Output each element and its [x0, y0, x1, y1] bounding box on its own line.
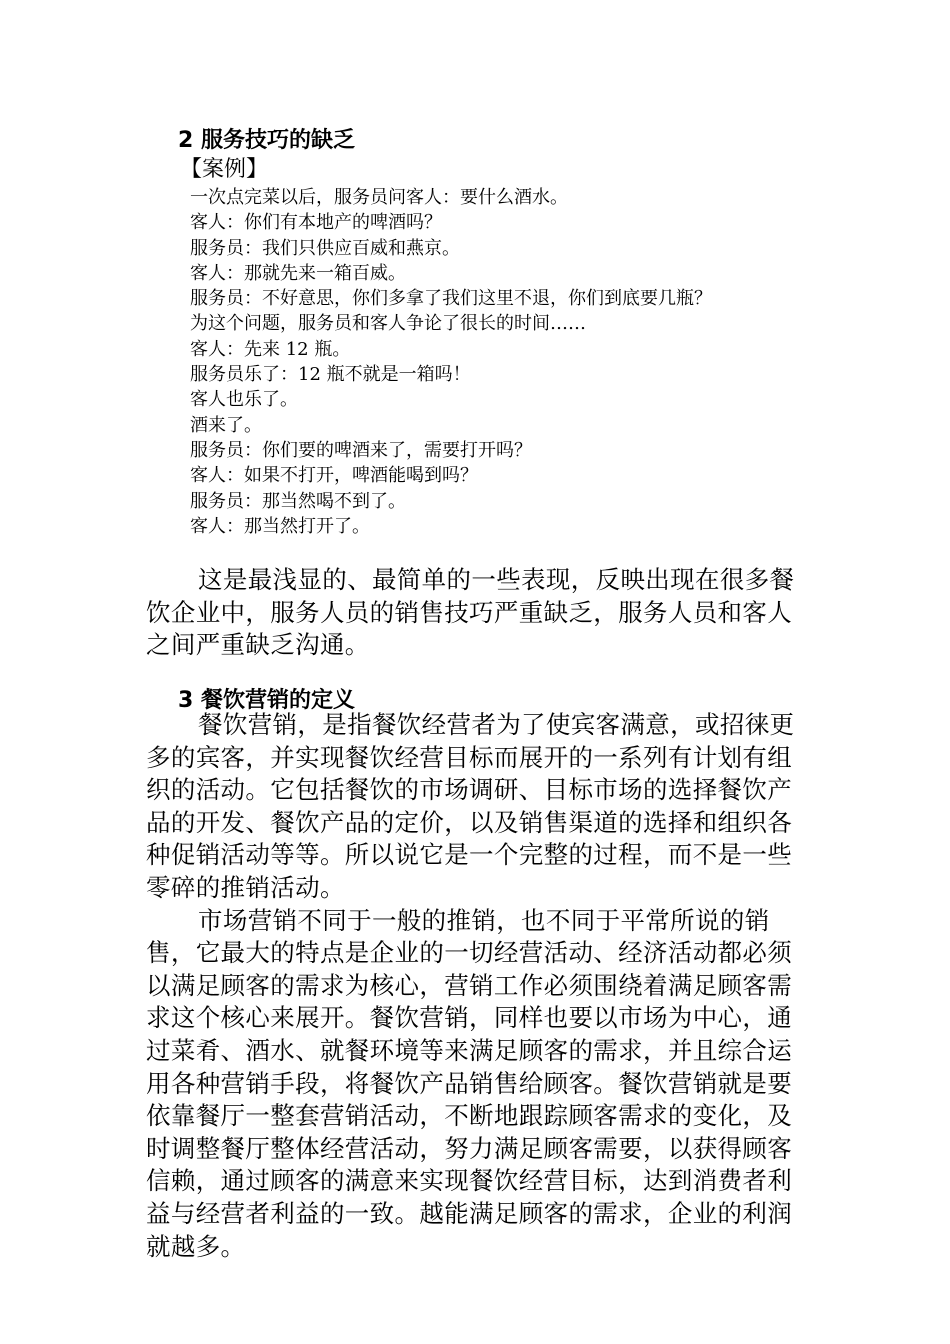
dialogue-line: 服务员：你们要的啤酒来了，需要打开吗？ [190, 439, 532, 461]
definition-body [146, 709, 810, 1263]
case-summary [146, 564, 810, 662]
section-heading-service-skills: 2 服务技巧的缺乏 [178, 128, 355, 153]
case-label: 【案例】 [180, 157, 269, 182]
section-heading-marketing-definition: 3 餐饮营销的定义 [178, 688, 355, 713]
body-paragraph: 市场营销不同于一般的推销，也不同于平常所说的销售，它最大的特点是企业的一切经营活动、经济活动都必须以满足顾客的需求为核心，营销工作必须围绕着满足顾客需求这个核心来展开。餐饮营销，同样也要以市场为中心，通过菜肴、酒水、就餐环境等来满足顾客的需求，并且综合运用各种营销手段，将餐饮产品销售给顾客。餐饮营销就是要依靠餐厅一整套营销活动，不断地跟踪顾客需求的变化，及时调整餐厅整体经营活动，努力满足顾客需要，以获得顾客信赖，通过顾客的满意来实现餐饮经营目标，达到消费者利益与经营者利益的一致。越能满足顾客的需求，企业的利润就越多。 [146, 905, 793, 1261]
dialogue-line: 客人：你们有本地产的啤酒吗？ [190, 212, 442, 234]
body-paragraph: 餐饮营销，是指餐饮经营者为了使宾客满意，或招徕更多的宾客，并实现餐饮经营目标而展开的一系列有计划有组织的活动。它包括餐饮的市场调研、目标市场的选择餐饮产品的开发、餐饮产品的定价，以及销售渠道的选择和组织各种促销活动等等。所以说它是一个完整的过程，而不是一些零碎的推销活动。 [146, 710, 795, 902]
dialogue-line: 为这个问题，服务员和客人争论了很长的时间…… [190, 313, 586, 335]
summary-paragraph: 这是最浅显的、最简单的一些表现，反映出现在很多餐饮企业中，服务人员的销售技巧严重缺乏，服务人员和客人之间严重缺乏沟通。 [146, 565, 795, 660]
dialogue-line: 服务员：那当然喝不到了。 [190, 490, 406, 512]
dialogue-line: 客人：先来 12 瓶。 [190, 338, 351, 360]
dialogue-line: 客人：如果不打开，啤酒能喝到吗？ [190, 465, 478, 487]
dialogue-line: 客人也乐了。 [190, 389, 298, 411]
dialogue-line: 客人：那就先来一箱百威。 [190, 262, 406, 284]
case-dialogue [146, 185, 826, 539]
dialogue-line: 服务员：不好意思，你们多拿了我们这里不退，你们到底要几瓶？ [190, 288, 712, 310]
dialogue-line: 服务员乐了：12 瓶不就是一箱吗！ [190, 364, 471, 386]
dialogue-line: 一次点完菜以后，服务员问客人：要什么酒水。 [190, 187, 568, 208]
dialogue-line: 酒来了。 [190, 414, 262, 436]
dialogue-line: 服务员：我们只供应百威和燕京。 [190, 237, 460, 259]
dialogue-line: 客人：那当然打开了。 [190, 515, 370, 537]
